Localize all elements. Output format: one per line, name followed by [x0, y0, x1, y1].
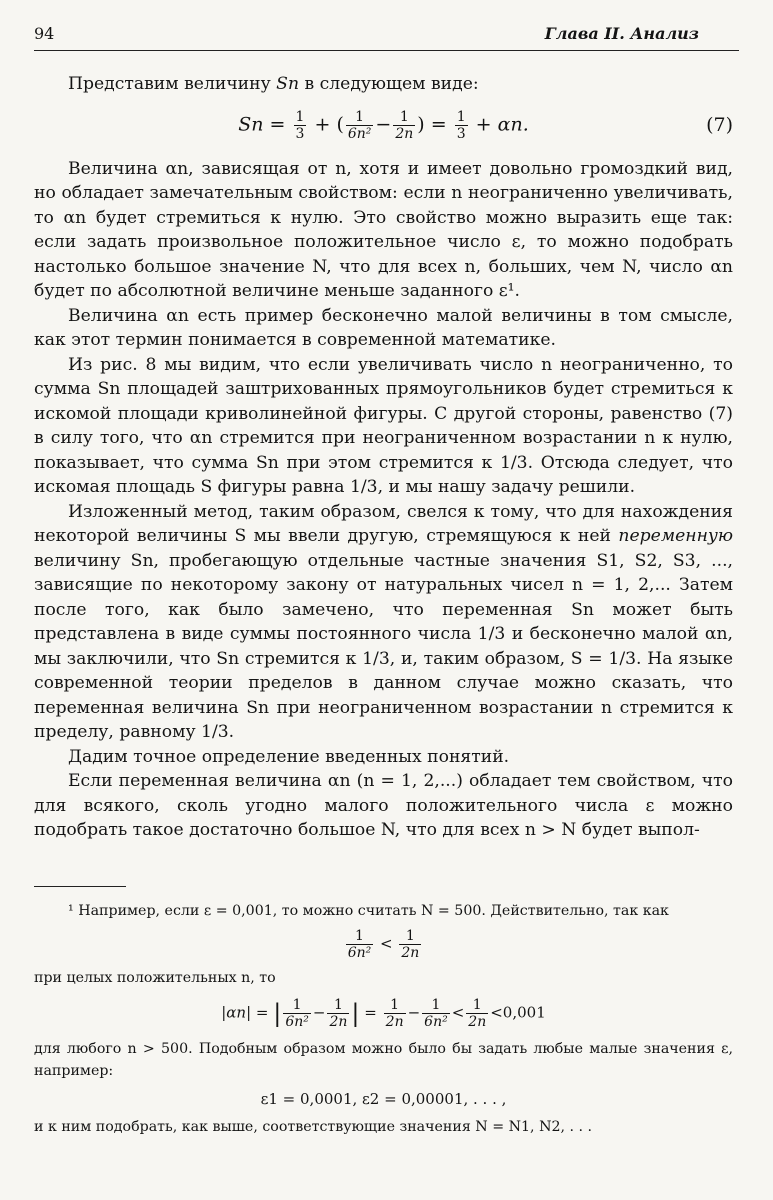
eq-frac-den: 6n² — [347, 125, 372, 142]
fn-frac-den: 2n — [401, 945, 420, 961]
abs-frac-1 — [283, 997, 311, 1030]
abs-minus: − — [312, 1003, 326, 1022]
eq-paren-open: ( — [336, 113, 344, 135]
eq-alpha-term: + αn. — [475, 113, 529, 135]
p4-text-a: Изложенный метод, таким образом, свелся к тому, что для нахождения некоторой величины S мы ввели другую, стремящуюся к ней — [34, 501, 733, 546]
eq-lhs: Sn = — [238, 113, 286, 135]
p4-text-b: величину Sn, пробегающую отдельные частные значения S1, S2, S3, ..., зависящие по некоторому закону от натуральных чисел n = 1, 2,... Затем после того, как было замечено, что переменная Sn может быть представлена в виде суммы постоянного числа 1/3 и бесконечно малой αn, мы заключили, что Sn стремится к 1/3, и, таким образом, S = 1/3. На языке современной теории пределов в данном случае можно сказать, что переменная величина Sn при неограниченном возрастании n стремится к пределу, равному 1/3. — [34, 550, 733, 742]
fn-frac-den: 2n — [329, 1014, 348, 1030]
footnote-line-2: при целых положительных n, то — [34, 970, 276, 986]
fn-frac-den: 6n² — [424, 1014, 448, 1030]
abs-frac-3 — [384, 997, 406, 1030]
eq-equals: = — [430, 113, 447, 135]
fn-frac-num: 1 — [399, 928, 421, 945]
abs-bar-close: | — [351, 999, 360, 1028]
footnote-epsilon-row: ε1 = 0,0001, ε2 = 0,00001, . . . , — [260, 1090, 507, 1108]
eq-frac-num: 1 — [456, 108, 466, 125]
eq-fraction-third-2 — [455, 109, 468, 142]
equation-7 — [34, 103, 733, 153]
paragraph-5: Дадим точное определение введенных понятий. — [68, 746, 510, 767]
abs-lhs: |αn| = — [221, 1003, 269, 1022]
eq-frac-den: 3 — [295, 125, 305, 142]
abs-frac-4 — [422, 997, 450, 1030]
fn-frac-a — [346, 928, 374, 961]
fn-frac-num: 1 — [283, 997, 311, 1014]
footnote-abs-estimate — [34, 997, 733, 1030]
fn-frac-den: 2n — [468, 1014, 487, 1030]
fn-frac-num: 1 — [384, 997, 406, 1014]
abs-frac-2 — [327, 997, 349, 1030]
equation-body — [34, 109, 733, 142]
paragraph-4 — [34, 500, 733, 745]
fn-frac-num: 1 — [466, 997, 488, 1014]
abs-bar-open: | — [273, 999, 282, 1028]
eq-fraction-third — [294, 109, 307, 142]
footnote-divider — [34, 886, 126, 887]
intro-text: Представим величину — [68, 74, 277, 94]
page-header — [34, 24, 739, 51]
abs-less-than: < — [451, 1003, 465, 1022]
main-text — [34, 72, 733, 843]
intro-variable: Sn — [276, 74, 300, 94]
fn-less-than: < — [380, 934, 393, 953]
abs-frac-5 — [466, 997, 488, 1030]
footnote-line-3: для любого n > 500. Подобным образом можно было бы задать любые малые значения ε, например: — [34, 1041, 733, 1079]
fn-frac-den: 2n — [385, 1014, 404, 1030]
eq-frac-den: 2n — [395, 125, 414, 142]
p4-italic-term: переменную — [618, 526, 733, 546]
footnote-inequality — [34, 928, 733, 961]
eq-frac-den: 3 — [456, 125, 466, 142]
fn-frac-b — [399, 928, 421, 961]
fn-frac-num: 1 — [346, 928, 374, 945]
intro-text-end: в следующем виде: — [299, 74, 479, 94]
equation-number: (7) — [706, 113, 733, 136]
paragraph-2: Величина αn есть пример бесконечно малой величины в том смысле, как этот термин понимается в современной математике. — [34, 305, 733, 350]
fn-frac-num: 1 — [327, 997, 349, 1014]
intro-paragraph — [34, 72, 733, 97]
abs-minus-2: − — [407, 1003, 421, 1022]
footnote-line-4: и к ним подобрать, как выше, соответствующие значения N = N1, N2, . . . — [34, 1119, 593, 1135]
eq-plus: + — [314, 113, 331, 135]
paragraph-6: Если переменная величина αn (n = 1, 2,...) обладает тем свойством, что для всякого, сколь угодно малого положительного числа ε можно подобрать такое достаточно большое N, что для всех n > N будет выпол- — [34, 771, 733, 840]
paragraph-1: Величина αn, зависящая от n, хотя и имеет довольно громоздкий вид, но обладает замечательным свойством: если n неограниченно увеличивать, то αn будет стремиться к нулю. Это свойство можно выразить еще так: если задать произвольное положительное число ε, то можно подобрать настолько большое значение N, что для всех n, больших, чем N, число αn будет по абсолютной величине меньше заданного ε¹. — [34, 158, 733, 301]
eq-minus: − — [375, 113, 392, 135]
fn-frac-den: 6n² — [285, 1014, 309, 1030]
eq-paren-close: ) — [417, 113, 425, 135]
eq-frac-num: 1 — [346, 109, 374, 126]
abs-equals: = — [364, 1003, 377, 1022]
paragraph-3: Из рис. 8 мы видим, что если увеличивать число n неограниченно, то сумма Sn площадей заштрихованных прямоугольников будет стремиться к искомой площади криволинейной фигуры. С другой стороны, равенство (7) в силу того, что αn стремится при неограниченном возрастании n к нулю, показывает, что сумма Sn при этом стремится к 1/3. Отсюда следует, что искомая площадь S фигуры равна 1/3, и мы нашу задачу решили. — [34, 354, 733, 497]
page-number: 94 — [34, 24, 55, 43]
eq-frac-num: 1 — [393, 109, 415, 126]
chapter-title: Глава II. Анализ — [544, 24, 699, 43]
footnote — [34, 900, 733, 1138]
eq-fraction-2 — [393, 109, 415, 142]
fn-frac-den: 6n² — [347, 945, 372, 961]
abs-tail: <0,001 — [490, 1003, 546, 1022]
footnote-line-1: ¹ Например, если ε = 0,001, то можно считать N = 500. Действительно, так как — [68, 903, 669, 919]
eq-frac-num: 1 — [295, 108, 305, 125]
eq-fraction-1 — [346, 109, 374, 142]
fn-frac-num: 1 — [422, 997, 450, 1014]
